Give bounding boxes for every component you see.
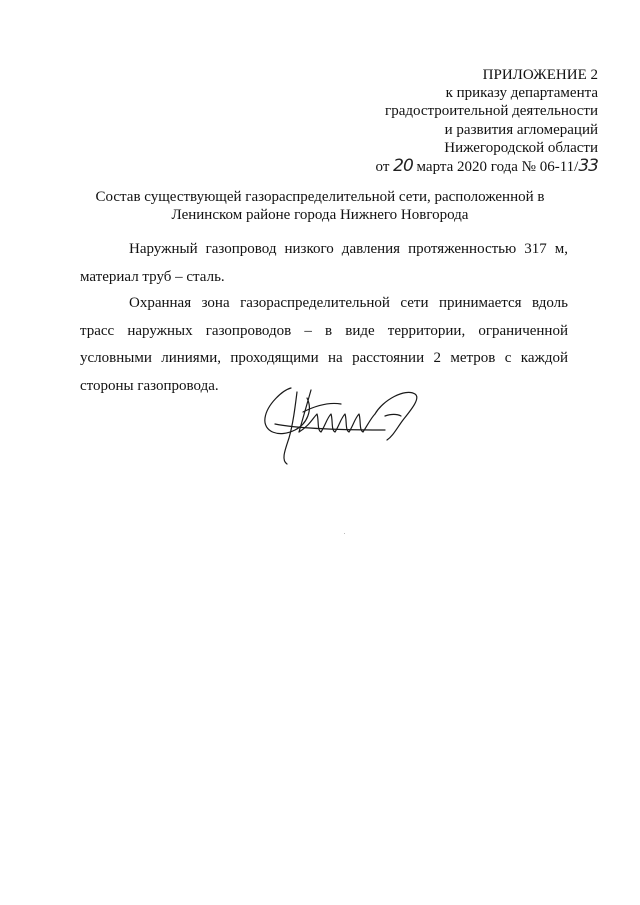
appendix-region: Нижегородской области (444, 139, 598, 156)
scan-speck (344, 533, 345, 534)
title-line-2: Ленинском районе города Нижнего Новгорода (171, 207, 469, 223)
date-middle: марта 2020 года № 06-11/ (416, 159, 579, 176)
title-line-1: Состав существующей газораспределительной сети, расположенной в (95, 189, 545, 205)
appendix-department: градостроительной деятельности (385, 103, 598, 120)
appendix-order-ref: к приказу департамента (445, 85, 598, 102)
appendix-header (298, 66, 598, 176)
paragraph-pipeline: Наружный газопровод низкого давления протяженностью 317 м, материал труб – сталь. (80, 241, 568, 285)
appendix-title: ПРИЛОЖЕНИЕ 2 (482, 67, 598, 83)
handwritten-order-number: 33 (578, 156, 598, 177)
date-prefix: от (375, 159, 390, 176)
paragraph-protection-zone: Охранная зона газораспределительной сети принимается вдоль трасс наружных газопроводов – в виде территории, ограниченной условными линиями, проходящими на расстоянии 2 метров с каждой стороны газопровода. (80, 295, 568, 394)
handwritten-day: 20 (393, 156, 413, 177)
appendix-department-cont: и развития агломераций (444, 121, 598, 138)
appendix-date-line (298, 157, 598, 176)
document-title (80, 188, 560, 224)
signature-icon (255, 380, 435, 470)
